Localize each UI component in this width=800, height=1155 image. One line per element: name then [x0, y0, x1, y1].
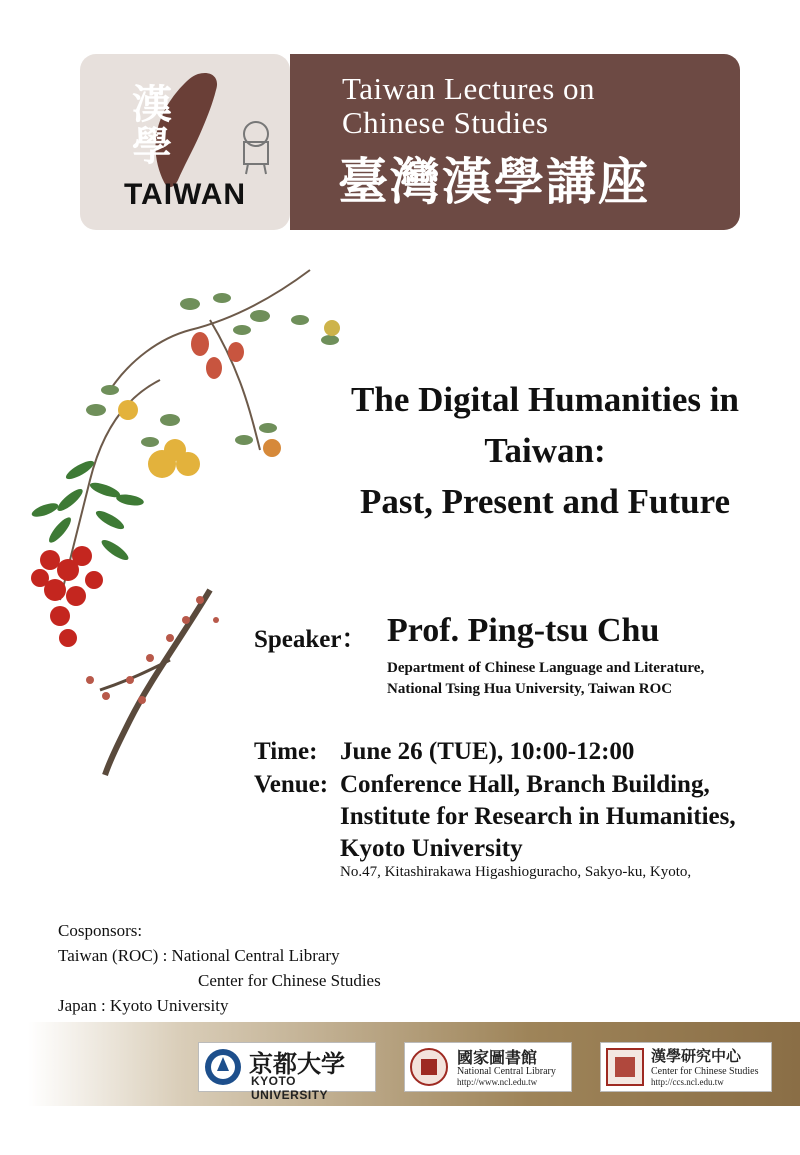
ccs-seal-icon	[605, 1047, 645, 1087]
ccs-url: http://ccs.ncl.edu.tw	[651, 1077, 724, 1087]
logo-word: TAIWAN	[123, 178, 247, 211]
ncl-name-zh: 國家圖書館	[457, 1048, 538, 1067]
speaker-label: Speaker：	[254, 626, 367, 653]
logo-chars: 漢學	[132, 82, 172, 170]
title-line3: Past, Present and Future	[359, 482, 731, 521]
affiliation-line1: Department of Chinese Language and Literature,	[387, 660, 705, 676]
ccs-logo	[600, 1042, 772, 1092]
cosponsor-ccs: Center for Chinese Studies	[198, 971, 381, 990]
cosponsor-japan: Japan : Kyoto University	[58, 996, 229, 1015]
time-value: June 26 (TUE), 10:00-12:00	[340, 738, 635, 765]
banner-en-line1: Taiwan Lectures on	[342, 71, 596, 106]
venue-line1: Conference Hall, Branch Building,	[340, 771, 710, 798]
kyoto-name-en: KYOTO UNIVERSITY	[251, 1074, 329, 1102]
affiliation-line2: National Tsing Hua University, Taiwan ROC	[387, 681, 673, 697]
venue-line3: Kyoto University	[340, 835, 523, 862]
kyoto-university-logo	[198, 1042, 376, 1102]
ncl-url: http://www.ncl.edu.tw	[457, 1077, 538, 1087]
cosponsor-taiwan: Taiwan (ROC) : National Central Library	[58, 946, 340, 965]
banner-en-line2: Chinese Studies	[342, 105, 549, 140]
banner-title-zh: 臺灣漢學講座	[338, 153, 650, 211]
title-line1: The Digital Humanities in	[351, 380, 739, 419]
venue-address: No.47, Kitashirakawa Higashioguracho, Sakyo-ku, Kyoto,	[340, 864, 692, 880]
kyoto-name-zh: 京都大学	[249, 1050, 345, 1078]
cosponsors-heading: Cosponsors:	[58, 921, 143, 940]
ccs-name-en: Center for Chinese Studies	[651, 1066, 759, 1077]
banner-title-en	[342, 72, 732, 140]
ccs-name-zh: 漢學研究中心	[651, 1047, 742, 1065]
taiwan-sinology-logo	[80, 54, 290, 230]
lecture-title	[300, 374, 790, 527]
time-label: Time:	[254, 738, 318, 765]
venue-label: Venue:	[254, 771, 329, 798]
speaker-name: Prof. Ping-tsu Chu	[387, 612, 660, 649]
kyoto-seal-icon	[203, 1047, 243, 1087]
ncl-logo	[404, 1042, 572, 1092]
speaker-affiliation	[387, 658, 704, 700]
venue-line2: Institute for Research in Humanities,	[340, 803, 736, 830]
header-banner	[290, 54, 740, 230]
ncl-name-en: National Central Library	[457, 1066, 556, 1077]
title-line2: Taiwan:	[484, 431, 606, 470]
ncl-seal-icon	[409, 1047, 449, 1087]
